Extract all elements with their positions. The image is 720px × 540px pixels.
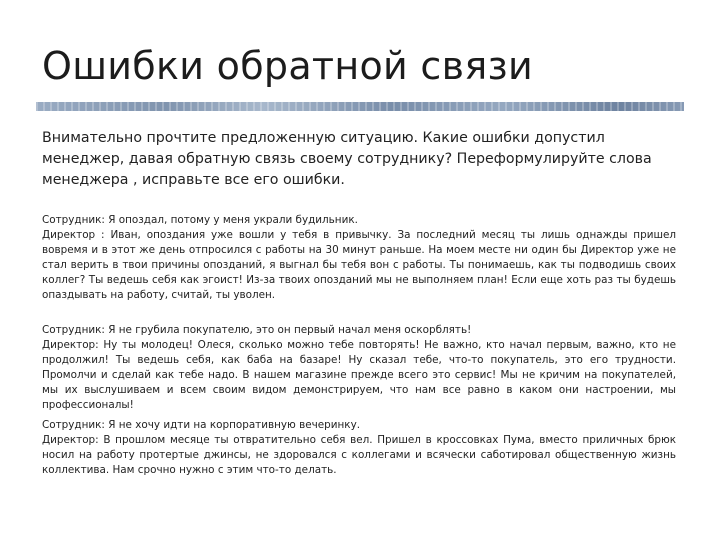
intro-instructions: Внимательно прочтите предложенную ситуацию. Какие ошибки допустил менеджер, давая обратную связь своему сотруднику? Переформулируйте слова менеджера , исправьте все его ошибки.: [42, 130, 652, 188]
director-line: Директор: Ну ты молодец! Олеся, сколько можно тебе повторять! Не важно, кто начал первым, важно, кто не продолжил! Ты ведешь себя, как баба на базаре! Ну сказал тебе, что-то покупатель, это его трудности. Промолчи и сделай как тебе надо. В нашем магазине прежде всего это сервис! Мы не кричим на покупателей, мы их выслушиваем и всем своим видом демонстрируем, что нам все равно в каком они настроении, мы профессионалы!: [42, 339, 676, 411]
dialogue-3: [42, 418, 676, 478]
employee-line: Сотрудник: Я не грубила покупателю, это он первый начал меня оскорблять!: [42, 324, 472, 336]
director-line: Директор : Иван, опоздания уже вошли у тебя в привычку. За последний месяц ты лишь однажды пришел вовремя и в этот же день отпросился с работы на 30 минут раньше. На моем месте ни один бы Директор уже не стал верить в твои причины опозданий, я выгнал бы тебя вон с работы. Ты понимаешь, как ты подводишь своих коллег? Ты ведешь себя как эгоист! Из-за твоих опозданий мы не выполняем план! Если еще хоть раз ты будешь опаздывать на работу, считай, ты уволен.: [42, 229, 676, 301]
slide-title: Ошибки обратной связи: [42, 44, 533, 88]
employee-line: Сотрудник: Я не хочу идти на корпоративную вечеринку.: [42, 419, 361, 431]
dialogue-1: [42, 213, 676, 303]
employee-line: Сотрудник: Я опоздал, потому у меня украли будильник.: [42, 214, 358, 226]
dialogue-2: [42, 323, 676, 413]
title-underline-bar: [36, 102, 684, 111]
director-line: Директор: В прошлом месяце ты отвратительно себя вел. Пришел в кроссовках Пума, вместо приличных брюк носил на работу протертые джинсы, не здоровался с коллегами и всячески саботировал общественную жизнь коллектива. Нам срочно нужно с этим что-то делать.: [42, 434, 676, 476]
